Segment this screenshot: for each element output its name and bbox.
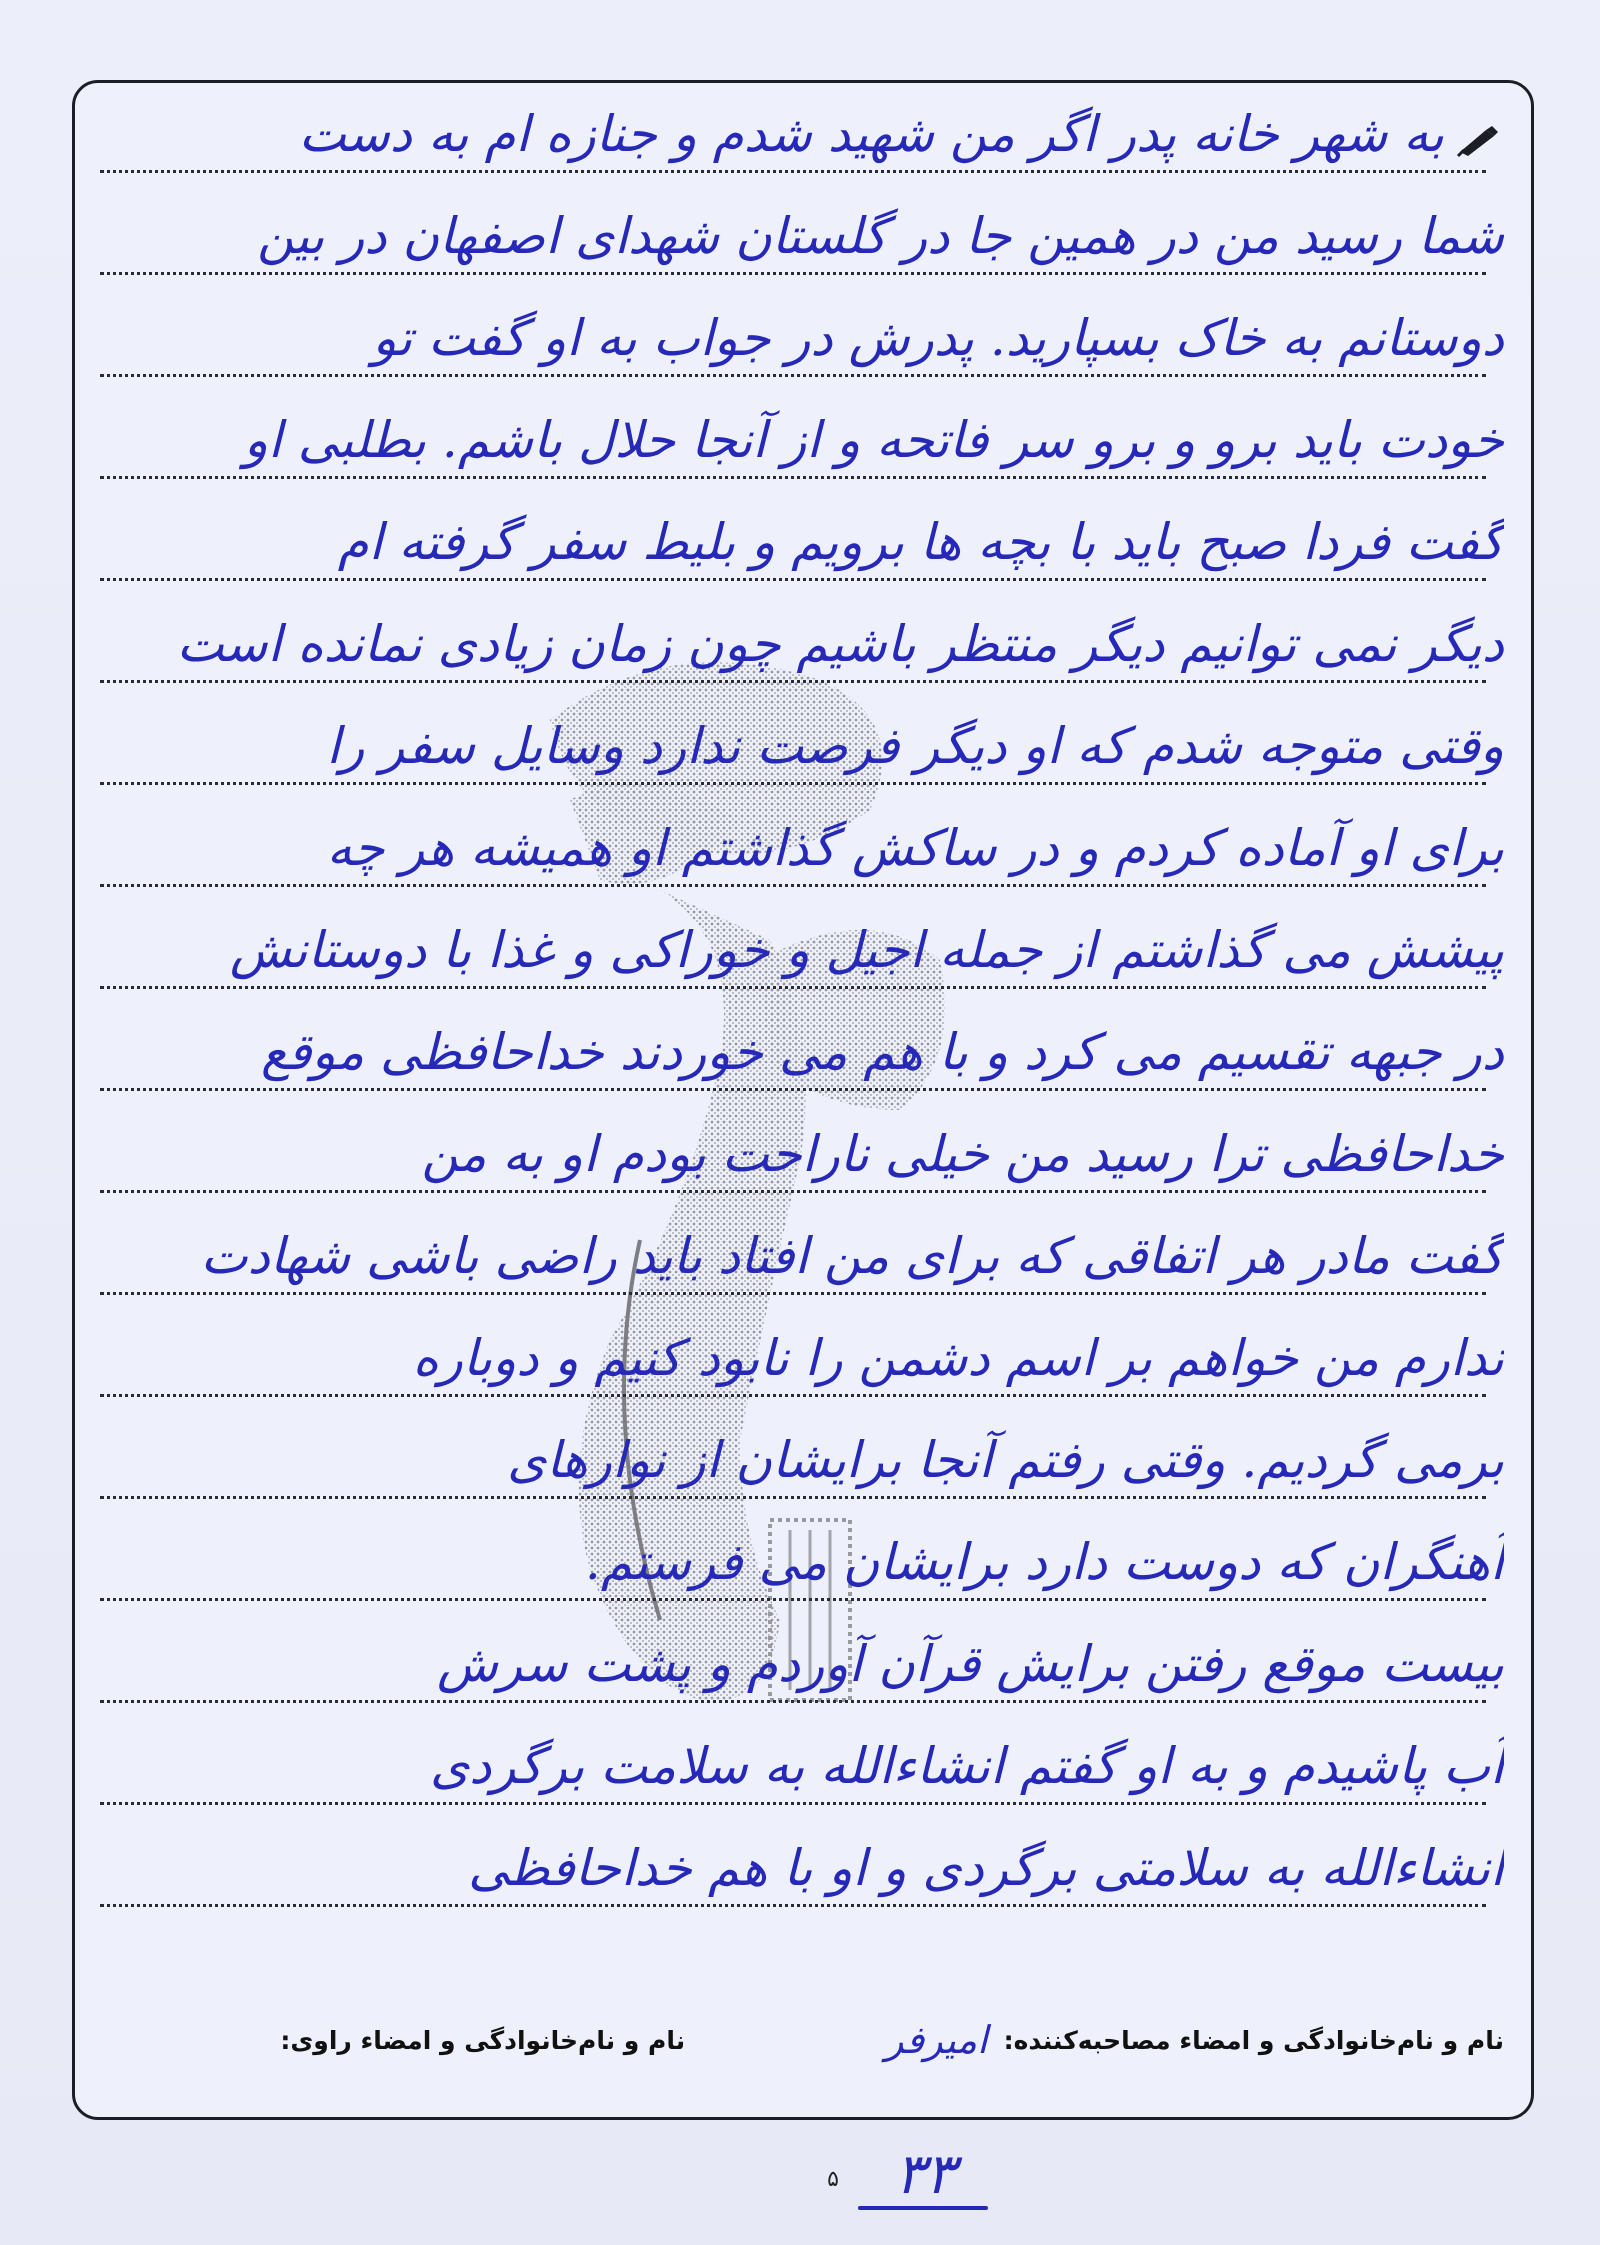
narrator-signature-label: نام و نام‌خانوادگی و امضاء راوی: <box>280 2025 686 2055</box>
handwritten-line: گفت مادر هر اتفاقی که برای من افتاد باید راضی باشی شهادت <box>200 1227 1504 1285</box>
printed-page-number: ۵ <box>827 2167 839 2192</box>
handwritten-page-number: ۳۳ <box>894 2142 956 2207</box>
handwritten-line: خداحافظی ترا رسید من خیلی ناراحت بودم او به من <box>421 1125 1504 1183</box>
handwritten-line: به شهر خانه پدر اگر من شهید شدم و جنازه ام به دست <box>298 105 1444 163</box>
handwritten-line: وقتی متوجه شدم که او دیگر فرصت ندارد وسایل سفر را <box>326 717 1504 775</box>
handwritten-line: ندارم من خواهم بر اسم دشمن را نابود کنیم و دوباره <box>412 1329 1504 1387</box>
handwritten-line: پیشش می گذاشتم از جمله اجیل و خوراکی و غذا با دوستانش <box>229 921 1504 979</box>
handwritten-line: انشاءالله به سلامتی برگردی و او با هم خداحافظی <box>468 1839 1504 1897</box>
handwritten-line: گفت فردا صبح باید با بچه ها برویم و بلیط سفر گرفته ام <box>337 513 1504 571</box>
handwritten-line: دوستانم به خاک بسپارید. پدرش در جواب به او گفت تو <box>372 309 1504 367</box>
handwritten-line: آب پاشیدم و به او گفتم انشاءالله به سلامت برگردی <box>430 1737 1504 1795</box>
handwritten-line: آهنگران که دوست دارد برایشان می فرستم. <box>584 1533 1504 1591</box>
handwritten-line: برمی گردیم. وقتی رفتم آنجا برایشان از نوارهای <box>507 1431 1504 1489</box>
handwritten-line: بیست موقع رفتن برایش قرآن آوردم و پشت سرش <box>436 1635 1504 1693</box>
handwritten-line: شما رسید من در همین جا در گلستان شهدای اصفهان در بین <box>257 207 1504 265</box>
page-number-underline <box>858 2206 988 2210</box>
handwritten-line: خودت باید برو و برو سر فاتحه و از آنجا حلال باشم. بطلبی او <box>243 411 1504 469</box>
pencil-icon <box>1456 122 1502 158</box>
handwritten-line: در جبهه تقسیم می کرد و با هم می خوردند خداحافظی موقع <box>261 1023 1504 1081</box>
handwritten-line: برای او آماده کردم و در ساکش گذاشتم او همیشه هر چه <box>326 819 1504 877</box>
interviewer-signature: امیرفر <box>885 2018 988 2062</box>
handwritten-line: دیگر نمی توانیم دیگر منتظر باشیم چون زمان زیادی نمانده است <box>176 615 1504 673</box>
signature-footer <box>100 2010 1504 2070</box>
interviewer-signature-label: نام و نام‌خانوادگی و امضاء مصاحبه‌کننده: <box>1003 2025 1504 2055</box>
